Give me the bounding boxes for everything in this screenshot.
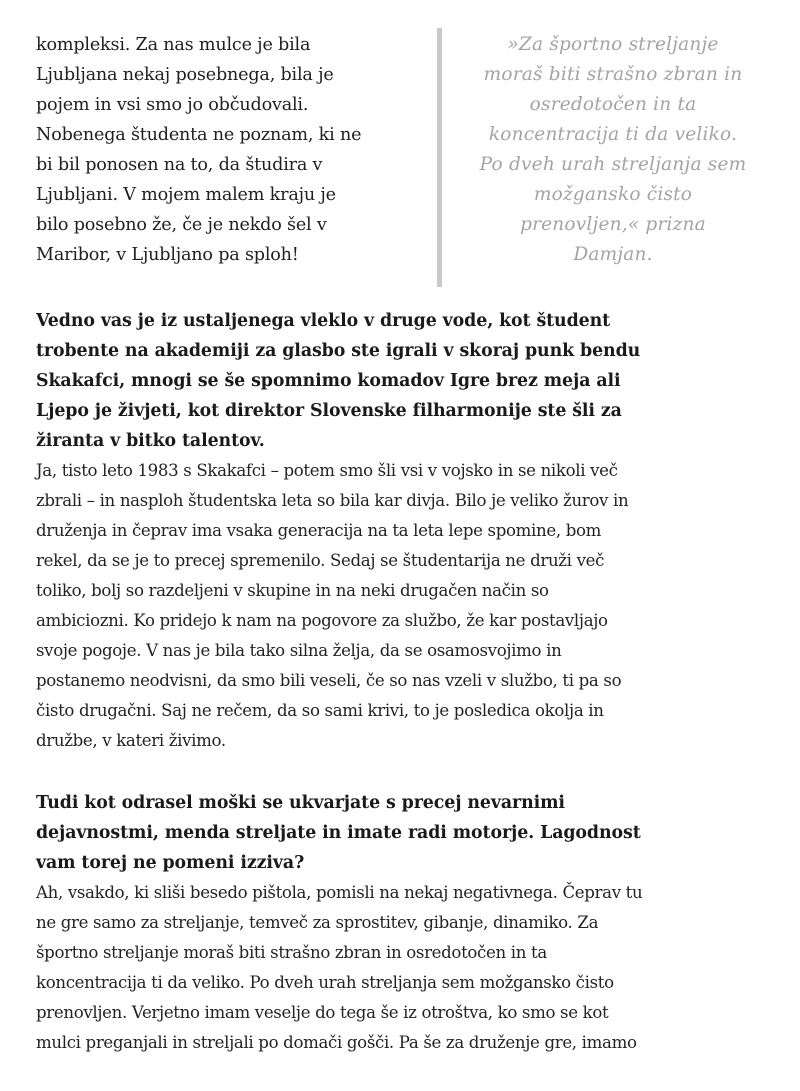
pull-quote (437, 28, 762, 287)
answer-line: čisto drugačni. Saj ne rečem, da so sami krivi, to je posledica okolja in (36, 701, 604, 721)
interview-section (36, 306, 800, 756)
answer-line: mulci preganjali in streljali po domači gošči. Pa še za druženje gre, imamo (36, 1033, 637, 1053)
quote-line: prenovljen,« prizna (520, 214, 706, 235)
interview-section (36, 788, 800, 1058)
intro-paragraph (36, 30, 431, 270)
text-line: kompleksi. Za nas mulce je bila (36, 35, 311, 55)
text-line: bilo posebno že, če je nekdo šel v (36, 215, 327, 235)
pull-quote-text (454, 30, 772, 270)
question-line: Ljepo je živjeti, kot direktor Slovenske filharmonije ste šli za (36, 401, 622, 421)
text-line: Nobenega študenta ne poznam, ki ne (36, 125, 362, 145)
answer-line: toliko, bolj so razdeljeni v skupine in na neki drugačen način so (36, 581, 549, 601)
text-line: bi bil ponosen na to, da študira v (36, 155, 323, 175)
quote-line: »Za športno streljanje (507, 34, 719, 55)
question-line: Vedno vas je iz ustaljenega vleklo v druge vode, kot študent (36, 311, 611, 331)
text-line: Ljubljani. V mojem malem kraju je (36, 185, 336, 205)
interview-answer (36, 878, 773, 1058)
quote-line: možgansko čisto (533, 184, 693, 205)
top-row (36, 30, 800, 290)
question-line: vam torej ne pomeni izziva? (36, 853, 305, 873)
answer-line: ambiciozni. Ko pridejo k nam na pogovore za službo, že kar postavljajo (36, 611, 608, 631)
quote-line: moraš biti strašno zbran in (483, 64, 743, 85)
text-line: Ljubljana nekaj posebnega, bila je (36, 65, 334, 85)
quote-line: osredotočen in ta (529, 94, 697, 115)
answer-line: prenovljen. Verjetno imam veselje do tega še iz otroštva, ko smo se kot (36, 1003, 609, 1023)
question-line: žiranta v bitko talentov. (36, 431, 265, 451)
interview-question (36, 788, 800, 878)
answer-line: družbe, v kateri živimo. (36, 731, 226, 751)
answer-line: druženja in čeprav ima vsaka generacija na ta leta lepe spomine, bom (36, 521, 602, 541)
text-line: Maribor, v Ljubljano pa sploh! (36, 245, 299, 265)
question-line: dejavnostmi, menda streljate in imate radi motorje. Lagodnost (36, 823, 641, 843)
quote-line: Damjan. (573, 244, 653, 265)
answer-line: rekel, da se je to precej spremenilo. Sedaj se študentarija ne druži več (36, 551, 605, 571)
interview-answer (36, 456, 773, 756)
question-line: Skakafci, mnogi se še spomnimo komadov Igre brez meja ali (36, 371, 621, 391)
question-line: Tudi kot odrasel moški se ukvarjate s precej nevarnimi (36, 793, 565, 813)
answer-line: ne gre samo za streljanje, temveč za sprostitev, gibanje, dinamiko. Za (36, 913, 599, 933)
question-line: trobente na akademiji za glasbo ste igrali v skoraj punk bendu (36, 341, 641, 361)
answer-line: postanemo neodvisni, da smo bili veseli, če so nas vzeli v službo, ti pa so (36, 671, 622, 691)
quote-line: Po dveh urah streljanja sem (479, 154, 747, 175)
quote-line: koncentracija ti da veliko. (488, 124, 738, 145)
answer-line: svoje pogoje. V nas je bila tako silna želja, da se osamosvojimo in (36, 641, 562, 661)
answer-line: zbrali – in nasploh študentska leta so bila kar divja. Bilo je veliko žurov in (36, 491, 629, 511)
text-line: pojem in vsi smo jo občudovali. (36, 95, 309, 115)
answer-line: Ja, tisto leto 1983 s Skakafci – potem smo šli vsi v vojsko in se nikoli več (36, 461, 618, 481)
answer-line: koncentracija ti da veliko. Po dveh urah streljanja sem možgansko čisto (36, 973, 614, 993)
answer-line: Ah, vsakdo, ki sliši besedo pištola, pomisli na nekaj negativnega. Čeprav tu (36, 883, 643, 903)
answer-line: športno streljanje moraš biti strašno zbran in osredotočen in ta (36, 943, 547, 963)
interview-question (36, 306, 800, 456)
